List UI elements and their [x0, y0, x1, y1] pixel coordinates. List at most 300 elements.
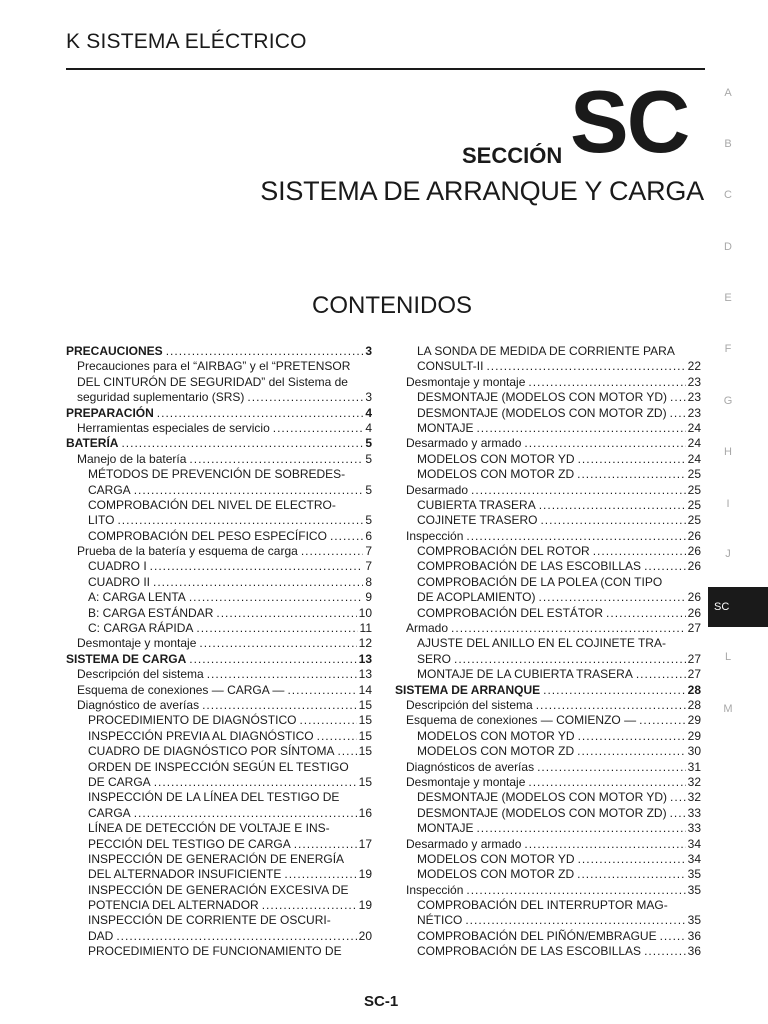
- toc-dot-leader: [538, 590, 685, 605]
- toc-dot-leader: [202, 698, 357, 713]
- toc-entry-text: PREPARACIÓN: [66, 405, 154, 420]
- toc-page-number: 19: [358, 867, 372, 882]
- toc-dot-leader: [189, 652, 356, 667]
- toc-page-number: 27: [687, 667, 701, 682]
- toc-page-number: 25: [687, 482, 701, 497]
- toc-entry-text: Desarmado: [406, 482, 469, 497]
- toc-entry-text: COMPROBACIÓN DEL INTERRUPTOR MAG-: [417, 898, 668, 913]
- toc-entry-text: Manejo de la batería: [77, 451, 187, 466]
- toc-entry-text: INSPECCIÓN DE CORRIENTE DE OSCURI-: [88, 913, 331, 928]
- toc-page-number: 27: [687, 651, 701, 666]
- toc-entry-text: DEL ALTERNADOR INSUFICIENTE: [88, 867, 282, 882]
- toc-dot-leader: [639, 713, 686, 728]
- toc-entry-text: Descripción del sistema: [77, 667, 204, 682]
- toc-dot-leader: [216, 606, 356, 621]
- toc-entry-text: SERO: [417, 651, 452, 666]
- section-code: SC: [570, 72, 689, 171]
- toc-entry-text: BATERÍA: [66, 436, 119, 451]
- toc-entry-text: NÉTICO: [417, 913, 463, 928]
- toc-entry-text: SISTEMA DE ARRANQUE: [395, 682, 541, 697]
- toc-dot-leader: [606, 606, 686, 621]
- toc-entry-text: MODELOS CON MOTOR YD: [417, 851, 575, 866]
- toc-page-number: 23: [687, 405, 701, 420]
- toc-entry[interactable]: [66, 760, 372, 775]
- toc-page-number: 15: [358, 728, 372, 743]
- toc-entry[interactable]: [395, 498, 701, 513]
- section-tab-e[interactable]: E: [724, 292, 732, 304]
- toc-entry-text: Inspección: [406, 528, 464, 543]
- toc-entry-text: Herramientas especiales de servicio: [77, 420, 270, 435]
- toc-dot-leader: [528, 375, 685, 390]
- toc-page-number: 26: [687, 590, 701, 605]
- section-tab-active[interactable]: SC: [708, 587, 768, 627]
- toc-page-number: 10: [358, 605, 372, 620]
- toc-entry[interactable]: [395, 667, 701, 682]
- toc-entry-text: MODELOS CON MOTOR ZD: [417, 467, 575, 482]
- section-tab-b[interactable]: B: [724, 138, 732, 150]
- toc-page-number: 30: [687, 744, 701, 759]
- toc-entry-text: COMPROBACIÓN DEL ROTOR: [417, 544, 590, 559]
- toc-entry[interactable]: [395, 744, 701, 759]
- toc-entry[interactable]: [66, 775, 372, 790]
- header-rule: [66, 68, 705, 70]
- toc-entry-text: CARGA: [88, 482, 131, 497]
- toc-entry[interactable]: [66, 513, 372, 528]
- toc-page-number: 33: [687, 805, 701, 820]
- toc-entry-text: Desmontaje y montaje: [406, 374, 526, 389]
- toc-dot-leader: [454, 652, 686, 667]
- toc-entry[interactable]: [66, 683, 372, 698]
- toc-entry[interactable]: [66, 852, 372, 867]
- toc-entry-text: DESMONTAJE (MODELOS CON MOTOR ZD): [417, 805, 667, 820]
- toc-page-number: 25: [687, 467, 701, 482]
- toc-page-number: 25: [687, 513, 701, 528]
- toc-dot-leader: [299, 713, 356, 728]
- toc-dot-leader: [593, 544, 686, 559]
- toc-entry[interactable]: [66, 621, 372, 636]
- section-tab-m[interactable]: M: [723, 703, 733, 715]
- toc-entry-text: A: CARGA LENTA: [88, 590, 186, 605]
- toc-dot-leader: [294, 837, 357, 852]
- toc-page-number: 4: [365, 420, 372, 435]
- toc-dot-leader: [578, 452, 686, 467]
- toc-entry[interactable]: [395, 452, 701, 467]
- toc-page-number: 12: [358, 636, 372, 651]
- toc-entry[interactable]: [66, 406, 372, 421]
- toc-page-number: 31: [687, 759, 701, 774]
- toc-entry[interactable]: [66, 452, 372, 467]
- toc-page-number: 23: [687, 390, 701, 405]
- toc-entry[interactable]: [66, 652, 372, 667]
- toc-dot-leader: [330, 529, 363, 544]
- toc-entry-text: MODELOS CON MOTOR YD: [417, 451, 575, 466]
- toc-entry-text: MONTAJE: [417, 821, 474, 836]
- toc-dot-leader: [451, 621, 686, 636]
- toc-entry[interactable]: [395, 421, 701, 436]
- toc-entry[interactable]: [395, 513, 701, 528]
- toc-entry[interactable]: [395, 406, 701, 421]
- toc-entry-text: Desmontaje y montaje: [77, 636, 197, 651]
- toc-entry[interactable]: [395, 652, 701, 667]
- toc-entry-text: Desarmado y armado: [406, 436, 522, 451]
- toc-dot-leader: [153, 575, 363, 590]
- toc-entry-text: CONSULT-II: [417, 359, 484, 374]
- page-number: SC-1: [364, 993, 399, 1010]
- toc-page-number: 29: [687, 728, 701, 743]
- toc-entry-text: MODELOS CON MOTOR ZD: [417, 867, 575, 882]
- toc-dot-leader: [465, 913, 685, 928]
- toc-page-number: 11: [359, 621, 372, 636]
- toc-page-number: 5: [365, 482, 372, 497]
- toc-entry-text: MÉTODOS DE PREVENCIÓN DE SOBREDES-: [88, 467, 346, 482]
- toc-dot-leader: [317, 729, 357, 744]
- toc-dot-leader: [471, 483, 686, 498]
- toc-dot-leader: [670, 406, 686, 421]
- section-tab-l[interactable]: L: [724, 651, 732, 663]
- toc-entry[interactable]: [66, 837, 372, 852]
- toc-dot-leader: [644, 559, 686, 574]
- toc-entry-text: Precauciones para el “AIRBAG” y el “PRETENSOR: [77, 359, 351, 374]
- toc-entry[interactable]: [395, 806, 701, 821]
- section-tab-a[interactable]: A: [724, 87, 732, 99]
- toc-dot-leader: [486, 359, 685, 374]
- toc-page-number: 3: [365, 344, 372, 358]
- toc-entry[interactable]: [395, 944, 701, 959]
- toc-entry-text: AJUSTE DEL ANILLO EN EL COJINETE TRA-: [417, 636, 666, 651]
- toc-entry-text: COMPROBACIÓN DEL PIÑÓN/EMBRAGUE: [417, 928, 657, 943]
- toc-entry[interactable]: [66, 421, 372, 436]
- section-tab-f[interactable]: F: [724, 343, 732, 355]
- toc-page-number: 8: [365, 574, 372, 589]
- toc-entry[interactable]: [66, 636, 372, 651]
- toc-dot-leader: [207, 667, 357, 682]
- toc-entry[interactable]: [395, 375, 701, 390]
- toc-entry[interactable]: [66, 729, 372, 744]
- toc-entry-text: Inspección: [406, 882, 464, 897]
- toc-dot-leader: [284, 867, 356, 882]
- toc-entry[interactable]: [395, 913, 701, 928]
- toc-dot-leader: [166, 344, 364, 359]
- toc-dot-leader: [301, 544, 364, 559]
- toc-entry[interactable]: [66, 344, 372, 359]
- toc-entry[interactable]: [395, 544, 701, 559]
- toc-entry-text: MONTAJE DE LA CUBIERTA TRASERA: [417, 667, 633, 682]
- toc-entry[interactable]: [66, 790, 372, 805]
- toc-entry[interactable]: [66, 944, 372, 959]
- toc-dot-leader: [636, 667, 686, 682]
- toc-entry-text: PROCEDIMIENTO DE DIAGNÓSTICO: [88, 713, 297, 728]
- toc-entry-text: COMPROBACIÓN DE LA POLEA (CON TIPO: [417, 574, 663, 589]
- toc-entry[interactable]: [395, 590, 701, 605]
- toc-entry[interactable]: [395, 775, 701, 790]
- toc-entry[interactable]: [66, 436, 372, 451]
- toc-entry-text: COMPROBACIÓN DE LAS ESCOBILLAS: [417, 559, 642, 574]
- toc-dot-leader: [670, 390, 686, 405]
- toc-dot-leader: [578, 852, 686, 867]
- toc-entry-text: INSPECCIÓN DE GENERACIÓN DE ENERGÍA: [88, 851, 345, 866]
- section-title: SISTEMA DE ARRANQUE Y CARGA: [260, 176, 704, 206]
- toc-page-number: 20: [358, 928, 372, 943]
- toc-entry-text: DE ACOPLAMIENTO): [417, 590, 536, 605]
- toc-dot-leader: [134, 483, 364, 498]
- toc-dot-leader: [524, 436, 685, 451]
- section-tab-h[interactable]: H: [724, 446, 732, 458]
- toc-entry[interactable]: [395, 621, 701, 636]
- toc-page-number: 15: [358, 744, 372, 759]
- toc-page-number: 17: [358, 836, 372, 851]
- toc-page-number: 23: [687, 374, 701, 389]
- toc-page-number: 19: [358, 898, 372, 913]
- toc-entry-text: DESMONTAJE (MODELOS CON MOTOR YD): [417, 390, 668, 405]
- toc-entry[interactable]: [66, 544, 372, 559]
- toc-page-number: 9: [365, 590, 372, 605]
- toc-dot-leader: [577, 467, 686, 482]
- toc-page-number: 15: [358, 697, 372, 712]
- section-tab-i[interactable]: I: [726, 498, 730, 510]
- toc-entry[interactable]: [395, 636, 701, 651]
- toc-entry[interactable]: [66, 590, 372, 605]
- toc-entry[interactable]: [395, 606, 701, 621]
- toc-page-number: 4: [365, 405, 372, 420]
- toc-page-number: 26: [687, 544, 701, 559]
- toc-entry[interactable]: [395, 729, 701, 744]
- toc-entry[interactable]: [395, 852, 701, 867]
- toc-entry[interactable]: [395, 467, 701, 482]
- toc-entry[interactable]: [395, 713, 701, 728]
- toc-entry[interactable]: [66, 606, 372, 621]
- toc-entry[interactable]: [395, 359, 701, 374]
- toc-page-number: 34: [687, 836, 701, 851]
- toc-entry-text: CUADRO DE DIAGNÓSTICO POR SÍNTOMA: [88, 744, 335, 759]
- toc-entry[interactable]: [395, 683, 701, 698]
- toc-entry[interactable]: [66, 390, 372, 405]
- toc-dot-leader: [199, 636, 356, 651]
- toc-dot-leader: [157, 406, 364, 421]
- toc-dot-leader: [466, 883, 685, 898]
- toc-entry-text: DE CARGA: [88, 774, 151, 789]
- toc-dot-leader: [577, 867, 686, 882]
- toc-page-number: 6: [365, 528, 372, 543]
- toc-dot-leader: [189, 452, 363, 467]
- toc-page-number: 34: [687, 851, 701, 866]
- toc-entry-text: Esquema de conexiones — COMIENZO —: [406, 713, 637, 728]
- contents-heading: CONTENIDOS: [312, 292, 473, 319]
- toc-entry-text: COJINETE TRASERO: [417, 513, 538, 528]
- toc-page-number: 29: [687, 713, 701, 728]
- toc-page-number: 32: [687, 790, 701, 805]
- toc-page-number: 7: [365, 559, 372, 574]
- toc-entry-text: Diagnósticos de averías: [406, 759, 535, 774]
- toc-entry-text: INSPECCIÓN DE LA LÍNEA DEL TESTIGO DE: [88, 790, 340, 805]
- toc-entry[interactable]: [395, 929, 701, 944]
- toc-entry-text: Prueba de la batería y esquema de carga: [77, 544, 298, 559]
- toc-page-number: 28: [687, 697, 701, 712]
- toc-dot-leader: [536, 698, 686, 713]
- toc-entry-text: MODELOS CON MOTOR YD: [417, 728, 575, 743]
- toc-entry[interactable]: [395, 344, 701, 359]
- toc-dot-leader: [578, 729, 686, 744]
- toc-entry[interactable]: [395, 821, 701, 836]
- toc-entry[interactable]: [66, 821, 372, 836]
- toc-entry[interactable]: [66, 467, 372, 482]
- toc-entry-text: CUADRO II: [88, 574, 151, 589]
- toc-dot-leader: [154, 775, 357, 790]
- toc-entry-text: Descripción del sistema: [406, 697, 533, 712]
- toc-entry[interactable]: [66, 483, 372, 498]
- toc-page-number: 5: [365, 513, 372, 528]
- toc-dot-leader: [247, 390, 363, 405]
- toc-dot-leader: [337, 744, 356, 759]
- toc-page-number: 22: [687, 359, 701, 374]
- toc-entry[interactable]: [66, 713, 372, 728]
- toc-entry-text: POTENCIA DEL ALTERNADOR: [88, 898, 259, 913]
- manual-chapter-title: K SISTEMA ELÉCTRICO: [66, 30, 307, 53]
- toc-entry[interactable]: [66, 575, 372, 590]
- toc-entry[interactable]: [395, 790, 701, 805]
- toc-entry-text: LÍNEA DE DETECCIÓN DE VOLTAJE E INS-: [88, 821, 330, 836]
- toc-entry-text: MODELOS CON MOTOR ZD: [417, 744, 575, 759]
- toc-page-number: 24: [687, 436, 701, 451]
- toc-entry-text: Diagnóstico de averías: [77, 697, 200, 712]
- toc-page-number: 35: [687, 867, 701, 882]
- toc-entry[interactable]: [66, 744, 372, 759]
- section-label: SECCIÓN: [462, 143, 563, 168]
- toc-entry-text: B: CARGA ESTÁNDAR: [88, 605, 214, 620]
- toc-dot-leader: [189, 590, 364, 605]
- toc-entry-text: Desarmado y armado: [406, 836, 522, 851]
- toc-entry-text: DAD: [88, 928, 114, 943]
- toc-page-number: 5: [365, 451, 372, 466]
- toc-dot-leader: [543, 683, 686, 698]
- toc-page-number: 24: [687, 420, 701, 435]
- toc-dot-leader: [476, 421, 685, 436]
- toc-entry-text: DESMONTAJE (MODELOS CON MOTOR YD): [417, 790, 668, 805]
- toc-entry-text: ORDEN DE INSPECCIÓN SEGÚN EL TESTIGO: [88, 759, 349, 774]
- toc-entry-text: COMPROBACIÓN DE LAS ESCOBILLAS: [417, 944, 642, 959]
- toc-entry[interactable]: [66, 667, 372, 682]
- toc-entry-text: Armado: [406, 621, 449, 636]
- toc-entry[interactable]: [395, 837, 701, 852]
- toc-entry[interactable]: [395, 867, 701, 882]
- toc-entry[interactable]: [395, 898, 701, 913]
- toc-dot-leader: [466, 529, 685, 544]
- toc-page-number: 26: [687, 605, 701, 620]
- toc-dot-leader: [670, 806, 686, 821]
- toc-page-number: 28: [687, 682, 701, 697]
- toc-entry-text: C: CARGA RÁPIDA: [88, 621, 194, 636]
- toc-page-number: 7: [365, 544, 372, 559]
- toc-entry[interactable]: [395, 760, 701, 775]
- toc-entry[interactable]: [66, 559, 372, 574]
- toc-entry[interactable]: [66, 929, 372, 944]
- toc-dot-leader: [539, 498, 686, 513]
- toc-entry[interactable]: [66, 698, 372, 713]
- toc-page-number: 15: [358, 713, 372, 728]
- toc-entry-text: PRECAUCIONES: [66, 344, 163, 358]
- toc-page-number: 13: [358, 651, 372, 666]
- toc-entry[interactable]: [66, 375, 372, 390]
- toc-page-number: 13: [358, 667, 372, 682]
- toc-entry[interactable]: [66, 529, 372, 544]
- toc-entry[interactable]: [395, 390, 701, 405]
- toc-entry-text: DESMONTAJE (MODELOS CON MOTOR ZD): [417, 405, 667, 420]
- toc-entry[interactable]: [66, 898, 372, 913]
- section-tab-j[interactable]: J: [725, 548, 731, 560]
- toc-entry-text: COMPROBACIÓN DEL ESTÁTOR: [417, 605, 604, 620]
- toc-page-number: 3: [365, 390, 372, 405]
- toc-entry-text: Esquema de conexiones — CARGA —: [77, 682, 285, 697]
- toc-page-number: 32: [687, 774, 701, 789]
- toc-entry[interactable]: [66, 359, 372, 374]
- toc-dot-leader: [196, 621, 357, 636]
- toc-right-column: [395, 344, 701, 960]
- section-tab-c[interactable]: C: [724, 189, 732, 201]
- toc-dot-leader: [262, 898, 357, 913]
- toc-dot-leader: [116, 929, 356, 944]
- toc-entry-text: INSPECCIÓN PREVIA AL DIAGNÓSTICO: [88, 728, 314, 743]
- toc-entry-text: PECCIÓN DEL TESTIGO DE CARGA: [88, 836, 291, 851]
- section-tab-g[interactable]: G: [723, 395, 733, 407]
- toc-dot-leader: [660, 929, 686, 944]
- toc-page-number: 25: [687, 497, 701, 512]
- toc-dot-leader: [121, 436, 363, 451]
- toc-entry[interactable]: [66, 498, 372, 513]
- toc-page-number: 24: [687, 451, 701, 466]
- toc-entry-text: MONTAJE: [417, 420, 474, 435]
- toc-page-number: 26: [687, 528, 701, 543]
- toc-dot-leader: [150, 559, 364, 574]
- toc-dot-leader: [287, 683, 356, 698]
- toc-dot-leader: [134, 806, 357, 821]
- toc-page-number: 16: [358, 805, 372, 820]
- toc-page-number: 26: [687, 559, 701, 574]
- toc-entry[interactable]: [395, 529, 701, 544]
- toc-page-number: 15: [358, 774, 372, 789]
- toc-entry[interactable]: [395, 575, 701, 590]
- toc-entry-text: CARGA: [88, 805, 131, 820]
- toc-page-number: 27: [687, 621, 701, 636]
- toc-entry[interactable]: [66, 883, 372, 898]
- toc-dot-leader: [117, 513, 363, 528]
- toc-entry[interactable]: [395, 483, 701, 498]
- toc-page-number: 5: [365, 436, 372, 451]
- toc-entry-text: SISTEMA DE CARGA: [66, 651, 187, 666]
- toc-entry[interactable]: [66, 913, 372, 928]
- toc-entry-text: LA SONDA DE MEDIDA DE CORRIENTE PARA: [417, 344, 675, 358]
- toc-entry[interactable]: [395, 698, 701, 713]
- section-tab-d[interactable]: D: [724, 241, 732, 253]
- toc-page-number: 35: [687, 882, 701, 897]
- toc-entry[interactable]: [395, 883, 701, 898]
- toc-page-number: 35: [687, 913, 701, 928]
- toc-entry-text: COMPROBACIÓN DEL NIVEL DE ELECTRO-: [88, 497, 336, 512]
- toc-entry[interactable]: [395, 559, 701, 574]
- toc-entry-text: COMPROBACIÓN DEL PESO ESPECÍFICO: [88, 528, 327, 543]
- toc-dot-leader: [644, 944, 686, 959]
- toc-page-number: 36: [687, 928, 701, 943]
- toc-entry-text: DEL CINTURÓN DE SEGURIDAD” del Sistema de: [77, 374, 348, 389]
- toc-entry-text: seguridad suplementario (SRS): [77, 390, 245, 405]
- toc-page-number: 36: [687, 944, 701, 959]
- toc-entry[interactable]: [66, 867, 372, 882]
- toc-dot-leader: [670, 790, 686, 805]
- toc-entry-text: LITO: [88, 513, 115, 528]
- toc-entry-text: INSPECCIÓN DE GENERACIÓN EXCESIVA DE: [88, 882, 349, 897]
- toc-dot-leader: [476, 821, 685, 836]
- toc-entry[interactable]: [66, 806, 372, 821]
- toc-entry[interactable]: [395, 436, 701, 451]
- toc-entry-text: PROCEDIMIENTO DE FUNCIONAMIENTO DE: [88, 944, 342, 959]
